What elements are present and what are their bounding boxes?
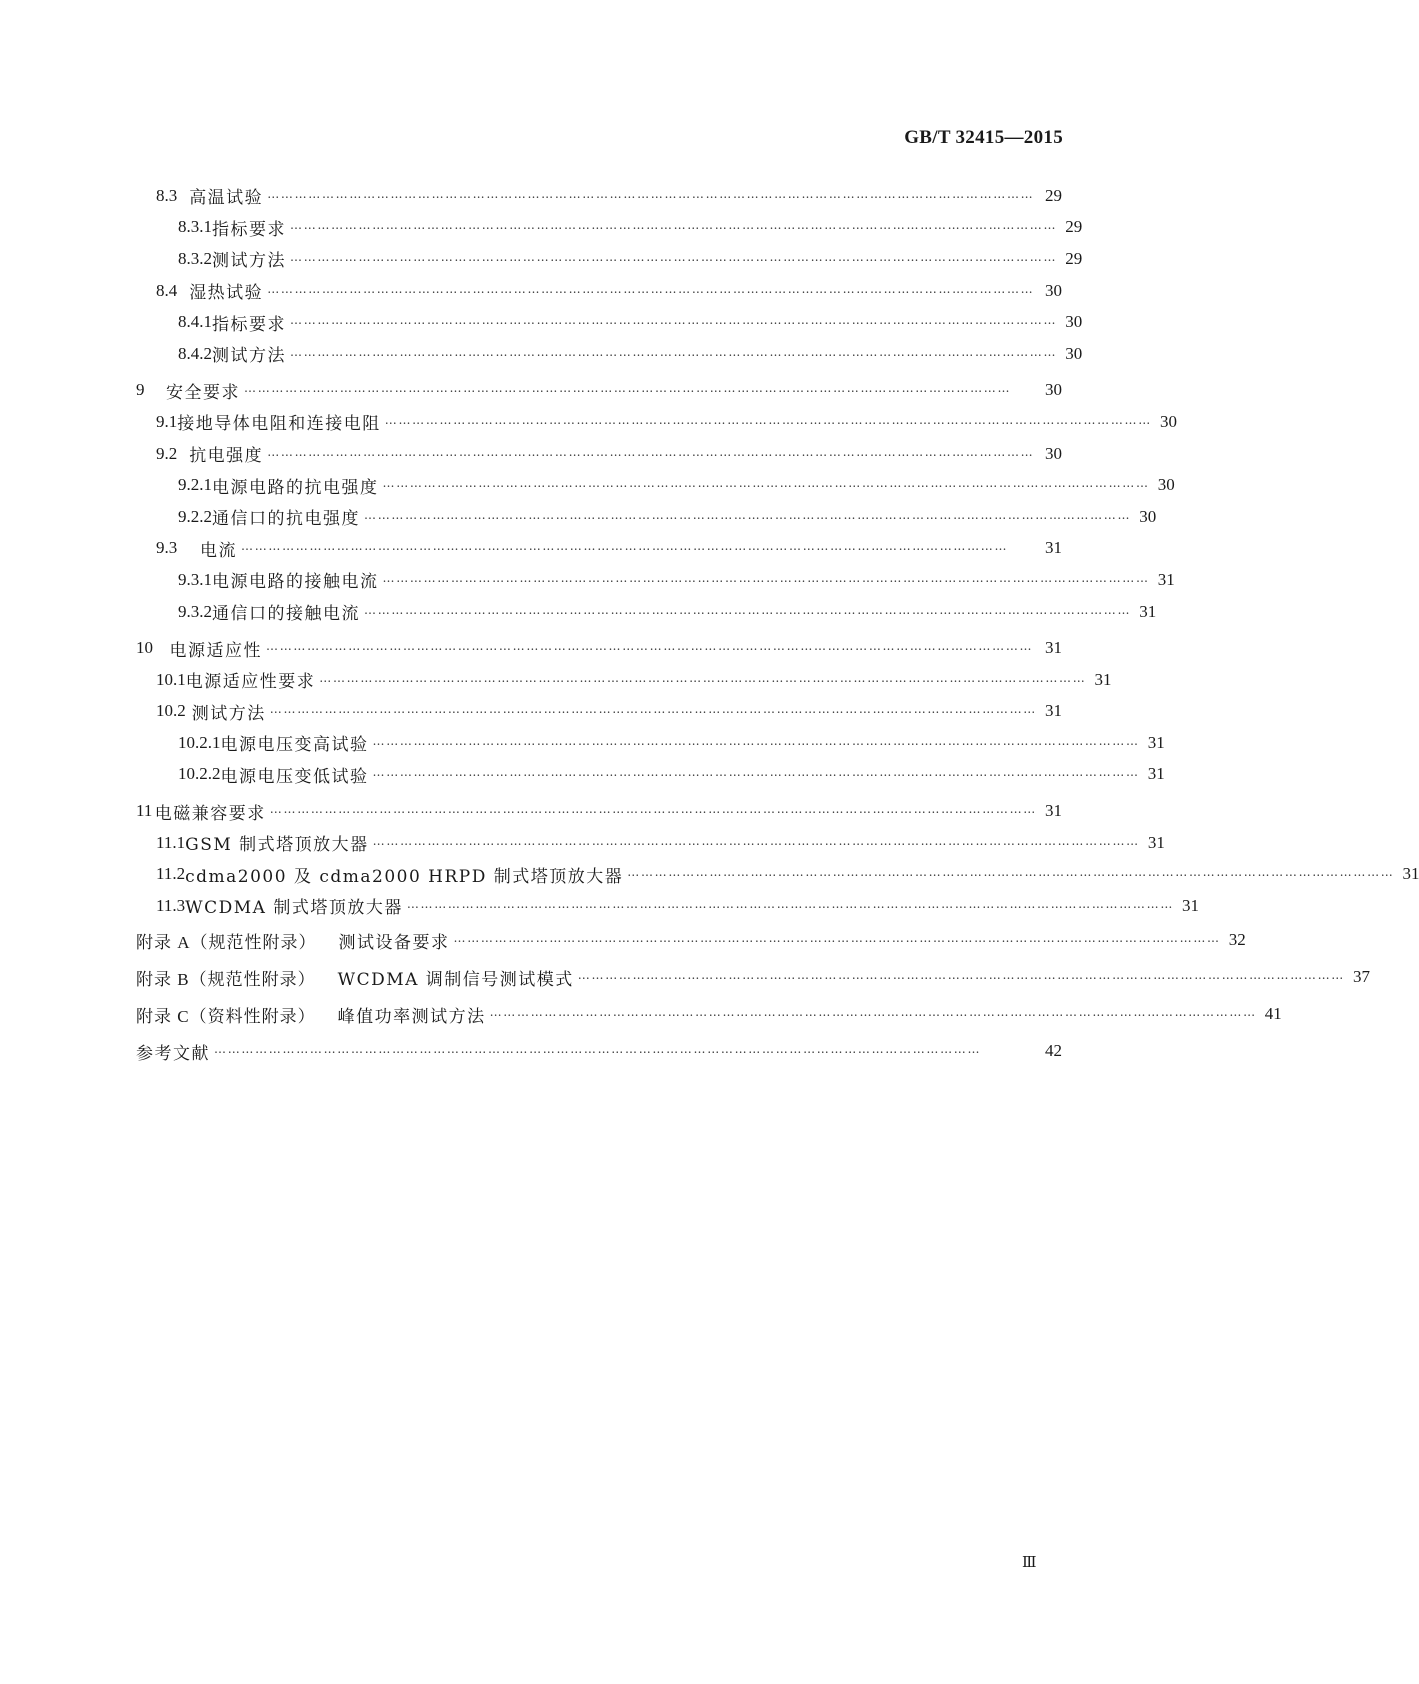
leader-dots: …………………………………………………………………………………………………………………………………………………… <box>627 865 1395 880</box>
toc-entry-number: 10.2 <box>156 701 186 721</box>
leader-dots: …………………………………………………………………………………………………………………………………………………… <box>244 381 1012 396</box>
toc-entry-number: 9.2.2 <box>178 506 212 526</box>
toc-entry-page: 31 <box>1045 538 1062 558</box>
toc-entry-number: 9.2.1 <box>178 475 212 495</box>
toc-entry-page: 29 <box>1045 185 1062 205</box>
leader-dots: …………………………………………………………………………………………………………………………………………………… <box>214 1042 982 1057</box>
toc-entry-page: 31 <box>1045 701 1062 721</box>
leader-dots: …………………………………………………………………………………………………………………………………………………… <box>372 833 1140 848</box>
leader-dots: …………………………………………………………………………………………………………………………………………………… <box>290 218 1058 233</box>
leader-dots: …………………………………………………………………………………………………………………………………………………… <box>364 507 1132 522</box>
toc-entry[interactable] <box>136 664 1112 696</box>
leader-dots: …………………………………………………………………………………………………………………………………………………… <box>384 412 1152 427</box>
toc-entry-page: 30 <box>1157 475 1175 495</box>
toc-entry-title: 电源适应性 <box>169 640 263 661</box>
toc-entry-title: 测试设备要求 <box>338 932 450 953</box>
toc-entry-page: 31 <box>1147 832 1165 852</box>
toc-entry[interactable] <box>136 501 1157 533</box>
toc-entry-page: 42 <box>1045 1041 1062 1061</box>
toc-entry[interactable] <box>136 596 1157 628</box>
toc-entry-title: 安全要求 <box>166 382 240 403</box>
toc-entry-title: WCDMA 调制信号测试模式 <box>337 969 574 990</box>
leader-dots: …………………………………………………………………………………………………………………………………………………… <box>241 539 1009 554</box>
toc-entry-references[interactable] <box>136 1033 1062 1070</box>
toc-entry-page: 31 <box>1045 801 1062 821</box>
toc-entry-number: 11 <box>136 801 153 821</box>
table-of-contents <box>136 180 1419 1070</box>
toc-entry-title: 抗电强度 <box>189 446 264 467</box>
toc-entry-number: 8.3 <box>156 185 178 205</box>
page-number: Ⅲ <box>1022 1555 1037 1571</box>
toc-entry-title: 测试方法 <box>212 346 286 367</box>
leader-dots: …………………………………………………………………………………………………………………………………………………… <box>269 702 1037 717</box>
toc-entry-title: 指标要求 <box>212 219 286 240</box>
toc-entry[interactable] <box>136 243 1083 275</box>
toc-entry[interactable] <box>136 564 1175 596</box>
leader-dots: …………………………………………………………………………………………………………………………………………………… <box>364 602 1132 617</box>
leader-dots: …………………………………………………………………………………………………………………………………………………… <box>267 186 1035 201</box>
toc-entry[interactable] <box>136 632 1062 664</box>
toc-entry-number: 附录 B（规范性附录） <box>136 969 316 989</box>
toc-entry-page: 31 <box>1157 569 1175 589</box>
toc-entry-title: 峰值功率测试方法 <box>337 1006 486 1027</box>
toc-entry-appendix-a[interactable] <box>136 922 1246 959</box>
toc-entry-page: 30 <box>1065 343 1083 363</box>
leader-dots: …………………………………………………………………………………………………………………………………………………… <box>266 639 1034 654</box>
toc-entry-title: 接地导体电阻和连接电阻 <box>177 414 381 435</box>
toc-entry-title: GSM 制式塔顶放大器 <box>185 835 369 856</box>
toc-entry-page: 30 <box>1045 280 1062 300</box>
toc-entry-appendix-c[interactable] <box>136 996 1282 1033</box>
toc-entry-number: 9.3 <box>156 538 178 558</box>
leader-dots: …………………………………………………………………………………………………………………………………………………… <box>453 931 1221 946</box>
toc-entry-number: 8.3.2 <box>178 248 212 268</box>
toc-entry-number: 10.2.2 <box>178 764 221 784</box>
toc-entry[interactable] <box>136 438 1062 470</box>
toc-entry-page: 30 <box>1139 506 1157 526</box>
toc-entry[interactable] <box>136 533 1062 565</box>
toc-entry-title: 湿热试验 <box>189 283 264 304</box>
leader-dots: …………………………………………………………………………………………………………………………………………………… <box>382 570 1150 585</box>
toc-entry-title: 通信口的抗电强度 <box>212 509 360 530</box>
leader-dots: …………………………………………………………………………………………………………………………………………………… <box>372 733 1140 748</box>
toc-entry-number: 8.4.2 <box>178 343 212 363</box>
toc-entry[interactable] <box>136 275 1062 307</box>
toc-entry-number: 9.3.2 <box>178 601 212 621</box>
leader-dots: …………………………………………………………………………………………………………………………………………………… <box>319 670 1087 685</box>
toc-entry-title: 电源电压变高试验 <box>220 735 369 756</box>
toc-entry-number: 11.3 <box>156 895 186 915</box>
toc-entry-title: WCDMA 制式塔顶放大器 <box>185 898 403 919</box>
toc-entry[interactable] <box>136 180 1062 212</box>
toc-entry[interactable] <box>136 696 1062 728</box>
toc-entry-title: 电源适应性要求 <box>185 672 316 693</box>
toc-entry-page: 30 <box>1159 411 1177 431</box>
toc-entry-page: 32 <box>1228 930 1246 950</box>
toc-entry-number: 8.4.1 <box>178 312 212 332</box>
toc-entry-number: 10.2.1 <box>178 732 221 752</box>
toc-entry-page: 29 <box>1065 248 1083 268</box>
toc-entry[interactable] <box>136 406 1177 438</box>
leader-dots: …………………………………………………………………………………………………………………………………………………… <box>382 476 1150 491</box>
toc-entry[interactable] <box>136 759 1165 791</box>
toc-entry-number: 8.4 <box>156 280 178 300</box>
toc-entry[interactable] <box>136 827 1165 859</box>
toc-entry-number: 9.2 <box>156 443 178 463</box>
toc-entry[interactable] <box>136 469 1175 501</box>
toc-entry[interactable] <box>136 890 1200 922</box>
toc-entry-page: 29 <box>1065 217 1083 237</box>
leader-dots: …………………………………………………………………………………………………………………………………………………… <box>290 249 1058 264</box>
toc-entry-number: 附录 A（规范性附录） <box>136 932 317 952</box>
leader-dots: …………………………………………………………………………………………………………………………………………………… <box>489 1005 1257 1020</box>
toc-entry-number: 9 <box>136 380 145 400</box>
toc-entry[interactable] <box>136 795 1062 827</box>
standard-code: GB/T 32415—2015 <box>904 127 1063 148</box>
toc-entry-number: 10.1 <box>156 669 186 689</box>
toc-entry-title: 电磁兼容要求 <box>154 803 266 824</box>
toc-entry-page: 31 <box>1094 669 1112 689</box>
toc-entry-number: 附录 C（资料性附录） <box>136 1006 316 1026</box>
toc-entry-appendix-b[interactable] <box>136 959 1370 996</box>
toc-entry-page: 30 <box>1045 380 1062 400</box>
toc-entry-page: 41 <box>1264 1004 1282 1024</box>
toc-entry[interactable] <box>136 212 1083 244</box>
toc-entry-title: 电流 <box>200 540 237 561</box>
toc-entry-page: 37 <box>1353 967 1370 987</box>
toc-entry-title: 电源电路的接触电流 <box>212 572 379 593</box>
leader-dots: …………………………………………………………………………………………………………………………………………………… <box>372 765 1140 780</box>
leader-dots: …………………………………………………………………………………………………………………………………………………… <box>406 896 1175 911</box>
toc-entry-page: 31 <box>1182 895 1200 915</box>
toc-entry-number: 9.3.1 <box>178 569 212 589</box>
toc-entry-number: 8.3.1 <box>178 217 212 237</box>
toc-entry[interactable] <box>136 338 1083 370</box>
toc-entry-page: 30 <box>1045 443 1062 463</box>
toc-entry-page: 31 <box>1402 864 1419 884</box>
toc-entry-page: 31 <box>1139 601 1157 621</box>
toc-entry-title: cdma2000 及 cdma2000 HRPD 制式塔顶放大器 <box>185 866 624 887</box>
toc-entry-number: 10 <box>136 638 153 658</box>
toc-entry-title: 电源电路的抗电强度 <box>212 477 379 498</box>
toc-entry-title: 通信口的接触电流 <box>212 604 360 625</box>
toc-entry-title: 测试方法 <box>212 251 286 272</box>
toc-entry-number: 11.2 <box>156 864 186 884</box>
leader-dots: …………………………………………………………………………………………………………………………………………………… <box>577 968 1345 983</box>
toc-entry[interactable] <box>136 858 1419 890</box>
toc-entry-title: 指标要求 <box>212 314 286 335</box>
toc-entry-number: 11.1 <box>156 832 186 852</box>
leader-dots: …………………………………………………………………………………………………………………………………………………… <box>290 344 1058 359</box>
leader-dots: …………………………………………………………………………………………………………………………………………………… <box>267 444 1035 459</box>
toc-entry-number: 9.1 <box>156 411 178 431</box>
toc-entry-title: 电源电压变低试验 <box>220 766 369 787</box>
leader-dots: …………………………………………………………………………………………………………………………………………………… <box>290 313 1058 328</box>
toc-entry-title: 测试方法 <box>191 703 266 724</box>
toc-entry-page: 30 <box>1065 312 1083 332</box>
toc-entry-page: 31 <box>1147 732 1165 752</box>
toc-entry-title: 高温试验 <box>189 188 264 209</box>
toc-entry-title: 参考文献 <box>136 1043 210 1064</box>
leader-dots: …………………………………………………………………………………………………………………………………………………… <box>269 802 1037 817</box>
toc-entry[interactable] <box>136 306 1083 338</box>
leader-dots: …………………………………………………………………………………………………………………………………………………… <box>267 281 1035 296</box>
toc-entry-page: 31 <box>1045 638 1062 658</box>
toc-entry[interactable] <box>136 375 1062 407</box>
toc-entry-page: 31 <box>1147 764 1165 784</box>
toc-entry[interactable] <box>136 727 1165 759</box>
